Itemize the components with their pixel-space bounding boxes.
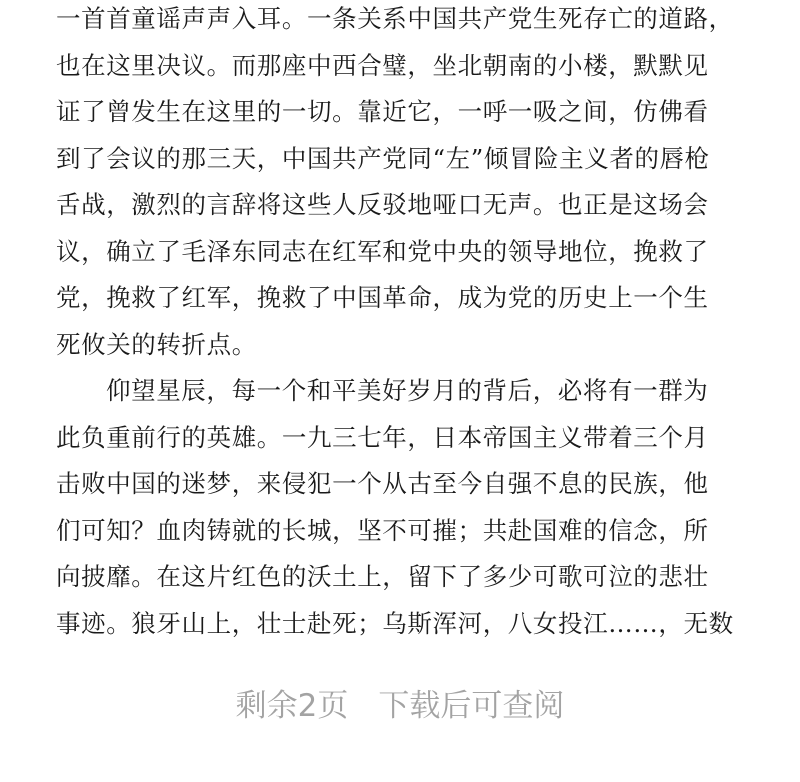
text-line: 证了曾发生在这里的一切。靠近它，一呼一吸之间，仿佛看 (56, 97, 709, 126)
text-line: 一首首童谣声声入耳。一条关系中国共产党生死存亡的道路， (56, 4, 734, 33)
text-line: 死攸关的转折点。 (56, 329, 257, 359)
text-line: 党，挽救了红军，挽救了中国革命，成为党的历史上一个生 (56, 283, 709, 312)
text-line: 议，确立了毛泽东同志在红军和党中央的领导地位，挽救了 (56, 236, 709, 266)
text-line: 向披靡。在这片红色的沃土上，留下了多少可歌可泣的悲壮 (56, 562, 709, 591)
text-line-paragraph-start: 仰望星辰，每一个和平美好岁月的背后，必将有一群为 (106, 376, 709, 405)
download-to-read-more-button[interactable] (0, 680, 800, 725)
text-line: 到了会议的那三天，中国共产党同“左”倾冒险主义者的唇枪 (56, 143, 710, 173)
text-line: 也在这里决议。而那座中西合璧，坐北朝南的小楼，默默见 (56, 50, 709, 80)
text-line: 此负重前行的英雄。一九三七年，日本帝国主义带着三个月 (56, 422, 709, 452)
text-line: 们可知？血肉铸就的长城，坚不可摧；共赴国难的信念，所 (56, 515, 709, 545)
download-label: 下载后可查阅 (378, 688, 565, 724)
text-line: 事迹。狼牙山上，壮士赴死；乌斯浑河，八女投江……，无数 (56, 608, 734, 638)
document-body (56, 0, 742, 647)
remaining-pages-label: 剩余2页 (235, 688, 349, 724)
text-line: 击败中国的迷梦，来侵犯一个从古至今自强不息的民族，他 (56, 469, 709, 498)
text-line: 舌战，激烈的言辞将这些人反驳地哑口无声。也正是这场会 (56, 190, 709, 219)
